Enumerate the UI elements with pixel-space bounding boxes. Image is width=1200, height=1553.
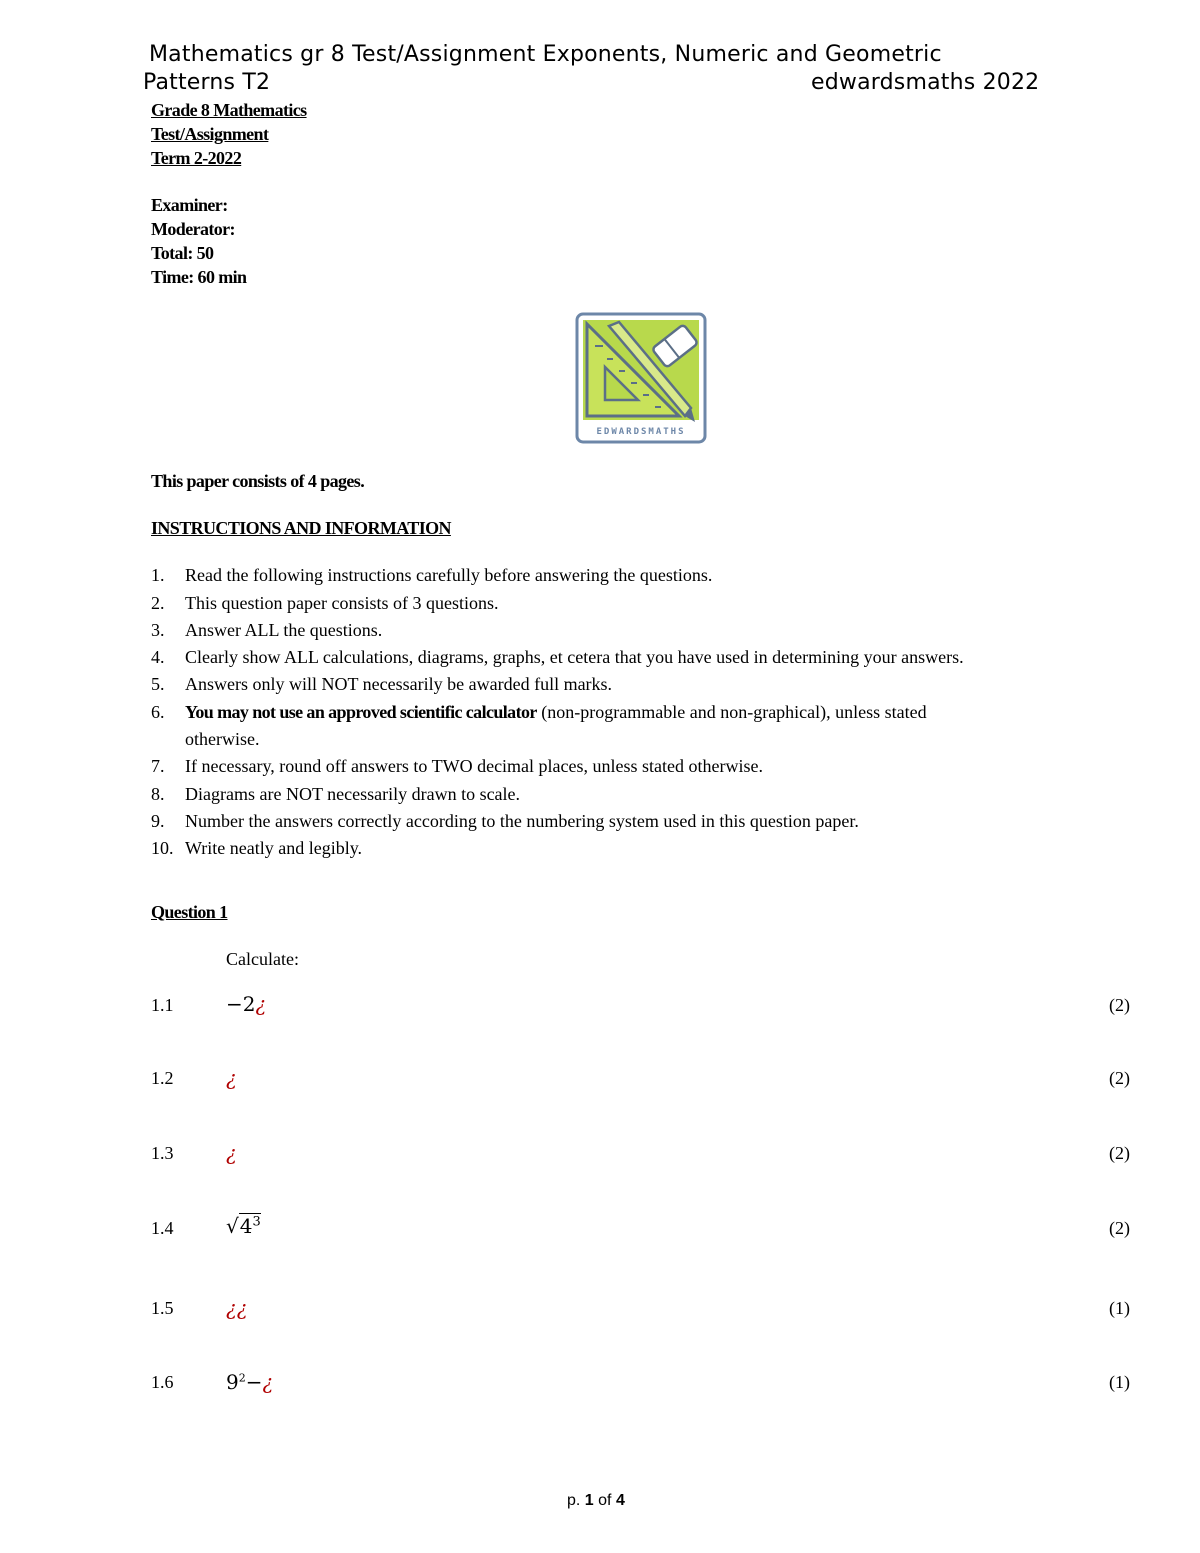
instruction-number: 5. xyxy=(151,674,165,694)
footer-prefix: p. xyxy=(567,1492,585,1509)
instruction-text: If necessary, round off answers to TWO decimal places, unless stated otherwise. xyxy=(185,756,763,776)
radicand-base: 4 xyxy=(239,1214,253,1238)
square-root-symbol: √ xyxy=(226,1214,239,1238)
question-marks: (1) xyxy=(1109,1298,1130,1318)
cover-time: Time: 60 min xyxy=(151,267,247,287)
instruction-number: 7. xyxy=(151,756,165,776)
math-expression-sqrt xyxy=(226,1214,261,1238)
question-1-title: Question 1 xyxy=(151,902,228,922)
question-marks: (2) xyxy=(1109,995,1130,1015)
broken-equation-glyph: ¿ xyxy=(226,1141,237,1165)
instruction-text: Diagrams are NOT necessarily drawn to scale. xyxy=(185,784,521,804)
question-marks: (1) xyxy=(1109,1372,1130,1392)
cover-examiner: Examiner: xyxy=(151,195,228,215)
instruction-number: 10. xyxy=(151,838,174,858)
instruction-text: Read the following instructions carefully before answering the questions. xyxy=(185,565,713,585)
math-expression xyxy=(226,1370,273,1394)
math-expression xyxy=(226,992,266,1016)
instruction-text: Write neatly and legibly. xyxy=(185,838,363,858)
instruction-number: 3. xyxy=(151,620,165,640)
footer-of: of xyxy=(593,1492,616,1509)
instruction-number: 1. xyxy=(151,565,165,585)
question-1-prompt: Calculate: xyxy=(226,949,299,969)
minus-sign: − xyxy=(245,1370,263,1394)
question-number: 1.4 xyxy=(151,1218,174,1238)
question-marks: (2) xyxy=(1109,1068,1130,1088)
page-footer xyxy=(567,1492,625,1510)
pages-note: This paper consists of 4 pages. xyxy=(151,471,365,491)
question-marks: (2) xyxy=(1109,1218,1130,1238)
footer-page-number: 1 xyxy=(584,1492,594,1509)
math-expression xyxy=(226,1141,237,1165)
broken-equation-glyph: ¿ xyxy=(226,1066,237,1090)
footer-page-total: 4 xyxy=(615,1492,625,1509)
cover-term: Term 2-2022 xyxy=(151,148,242,168)
instruction-text: This question paper consists of 3 questions. xyxy=(185,593,499,613)
instruction-number: 4. xyxy=(151,647,165,667)
edwardsmaths-logo xyxy=(575,312,707,449)
instruction-text: Answers only will NOT necessarily be awarded full marks. xyxy=(185,674,613,694)
broken-equation-glyph: ¿ xyxy=(262,1370,274,1394)
question-number: 1.5 xyxy=(151,1298,174,1318)
instruction-number: 2. xyxy=(151,593,165,613)
instruction-number: 6. xyxy=(151,702,165,722)
exponent: 2 xyxy=(238,1371,246,1385)
header-brand-year: edwardsmaths 2022 xyxy=(811,70,1040,95)
instruction-rest-text: (non-programmable and non-graphical), unless stated xyxy=(536,702,927,722)
question-number: 1.2 xyxy=(151,1068,174,1088)
instruction-text: Answer ALL the questions. xyxy=(185,620,383,640)
radicand xyxy=(239,1213,261,1238)
cover-moderator: Moderator: xyxy=(151,219,235,239)
math-expression xyxy=(226,1066,237,1090)
question-number: 1.3 xyxy=(151,1143,174,1163)
header-title-line1: Mathematics gr 8 Test/Assignment Exponents, Numeric and Geometric xyxy=(149,42,942,67)
instruction-number: 9. xyxy=(151,811,165,831)
math-expression xyxy=(226,1296,247,1320)
question-number: 1.1 xyxy=(151,995,174,1015)
question-marks: (2) xyxy=(1109,1143,1130,1163)
set-square-pencil-icon xyxy=(575,312,707,444)
logo-wordmark: EDWARDSMATHS xyxy=(596,427,686,437)
instructions-title: INSTRUCTIONS AND INFORMATION xyxy=(151,518,451,538)
instruction-text: Number the answers correctly according to the numbering system used in this question paper. xyxy=(185,811,859,831)
broken-equation-glyph: ¿ xyxy=(255,992,267,1016)
broken-equation-glyph: ¿¿ xyxy=(226,1296,248,1320)
header-title-line2: Patterns T2 xyxy=(143,70,271,95)
instruction-text: Clearly show ALL calculations, diagrams, graphs, et cetera that you have used in determining your answers. xyxy=(185,647,964,667)
exponent: 3 xyxy=(252,1214,261,1230)
cover-grade: Grade 8 Mathematics xyxy=(151,100,307,120)
expression-text: −2 xyxy=(226,992,256,1016)
instruction-bold-text: You may not use an approved scientific calculator xyxy=(185,702,537,722)
question-number: 1.6 xyxy=(151,1372,174,1392)
instruction-number: 8. xyxy=(151,784,165,804)
cover-total: Total: 50 xyxy=(151,243,214,263)
base: 9 xyxy=(226,1370,239,1394)
cover-type: Test/Assignment xyxy=(151,124,269,144)
instruction-text xyxy=(185,702,927,723)
instruction-continuation: otherwise. xyxy=(185,729,260,749)
